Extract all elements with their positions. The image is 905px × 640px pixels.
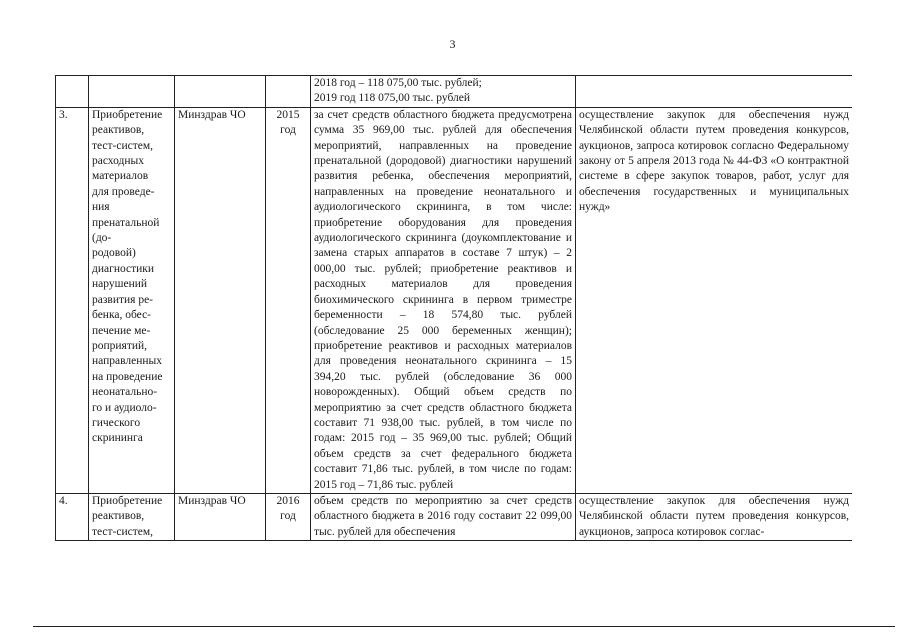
name-line: неонатально- [92,386,158,399]
plan-table [55,75,852,541]
cell-funding: за счет средств областного бюджета предусмотрена сумма 35 969,00 тыс. рублей для обеспечения мероприятий, направленных на проведение пренатальной (дородовой) диагностики нарушений развития ребенка, обеспечения мероприятий, направленных на проведение неонатального и аудиологического скрининга, в том числе: приобретение оборудования для проведения аудиологического скрининга (доукомплектование и замена старых аппаратов в составе 7 штук) – 2 000,00 тыс. рублей; приобретение реактивов и расходных материалов для проведения биохимического скрининга в первом триместре беременности – 18 574,80 тыс. рублей (обследование 25 000 беременных женщин); приобретение реактивов и расходных материалов для проведения неонатального скрининга – 15 394,20 тыс. рублей (обследование 36 000 новорожденных). Общий объем средств по мероприятию за счет средств областного бюджета составит 71 938,00 тыс. рублей, в том числе по годам: 2015 год – 35 969,00 тыс. рублей; Общий объем средств за счет федерального бюджета составит 71,86 тыс. рублей, в том числе по годам: 2015 год – 71,86 тыс. рублей [311,107,576,493]
name-line: тест-систем, [92,525,154,538]
name-line: нарушений [92,278,148,291]
name-line: го и аудиоло- [92,401,157,414]
cell-method: осуществление закупок для обеспечения нужд Челябинской области путем проведения конкурсов, аукционов, запроса котировок соглас- [576,493,853,540]
cell-executor: Минздрав ЧО [175,493,266,540]
name-line: роприятий, [92,339,148,352]
cell-executor [175,76,266,108]
year-line: 2016 [276,494,300,507]
cell-method [576,76,853,108]
cell-method: осуществление закупок для обеспечения нужд Челябинской области путем проведения конкурсов, аукционов, запроса котировок согласно Федеральному закону от 5 апреля 2013 года № 44-ФЗ «О контрактной системе в сфере закупок товаров, работ, услуг для обеспечения государственных и муниципальных нужд» [576,107,853,493]
cell-funding: объем средств по мероприятию за счет средств областного бюджета в 2016 году составит 22 099,00 тыс. рублей для обеспечения [311,493,576,540]
cell-year [266,493,311,540]
name-line: направленных [92,355,163,368]
year-line: год [280,124,296,137]
name-line: гического [92,416,141,429]
name-line: Приобретение [92,494,163,507]
cell-funding [311,76,576,108]
continuation-row [56,76,853,108]
year-line: 2015 [276,108,300,121]
cell-executor: Минздрав ЧО [175,107,266,493]
table-row [56,107,853,493]
cell-year [266,107,311,493]
name-line: бенка, обес- [92,309,151,322]
table-row [56,493,853,540]
year-line: год [280,510,296,523]
name-line: тест-систем, [92,139,154,152]
cell-name [89,493,175,540]
name-line: материалов [92,170,149,183]
cell-num [56,76,89,108]
page-number: 3 [449,37,456,51]
name-line: для проведе- [92,185,155,198]
name-line: на проведение [92,370,163,383]
funding-line: 2019 год 118 075,00 тыс. рублей [314,92,471,105]
name-line: развития ре- [92,293,154,306]
cell-name [89,76,175,108]
plan-table-container [55,75,852,590]
page-bottom-rule [33,626,895,627]
cell-year [266,76,311,108]
name-line: Приобретение [92,108,163,121]
cell-num: 4. [56,493,89,540]
name-line: реактивов, [92,124,145,137]
name-line: печение ме- [92,324,151,337]
name-line: скрининга [92,432,143,445]
cell-num: 3. [56,107,89,493]
name-line: родовой) диагностики [92,247,155,275]
name-line: реактивов, [92,510,145,523]
cell-name [89,107,175,493]
name-line: ния пренатальной (до- [92,201,160,245]
funding-line: 2018 год – 118 075,00 тыс. рублей; [314,77,482,89]
name-line: расходных [92,155,145,168]
